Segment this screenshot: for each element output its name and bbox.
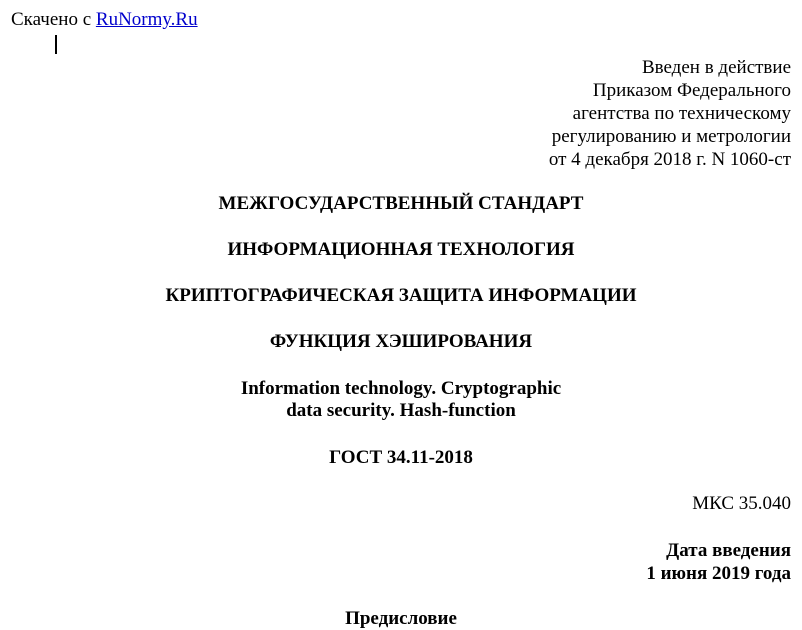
- approval-line: Введен в действие: [641, 57, 791, 78]
- approval-line: от 4 декабря 2018 г. N 1060-ст: [548, 149, 791, 170]
- heading-information-technology: ИНФОРМАЦИОННАЯ ТЕХНОЛОГИЯ: [227, 239, 575, 260]
- effective-date-label: Дата введения: [666, 540, 791, 561]
- classification-code: МКС 35.040: [692, 493, 791, 514]
- approval-block: [549, 56, 791, 171]
- source-line: [11, 9, 198, 31]
- standard-number: ГОСТ 34.11-2018: [329, 447, 473, 468]
- heading-hash-function: ФУНКЦИЯ ХЭШИРОВАНИЯ: [269, 331, 533, 352]
- approval-line: агентства по техническому: [572, 103, 791, 124]
- source-link[interactable]: RuNormy.Ru: [95, 9, 198, 30]
- approval-line: регулированию и метрологии: [551, 126, 791, 147]
- section-title-preface: Предисловие: [345, 608, 457, 629]
- english-title-line-2: data security. Hash-function: [286, 400, 516, 421]
- source-prefix: Скачено с: [11, 9, 96, 30]
- text-cursor: [55, 35, 57, 54]
- effective-date-value: 1 июня 2019 года: [646, 563, 791, 584]
- english-title-line-1: Information technology. Cryptographic: [240, 378, 562, 399]
- heading-interstate-standard: МЕЖГОСУДАРСТВЕННЫЙ СТАНДАРТ: [218, 193, 584, 214]
- heading-crypto-protection: КРИПТОГРАФИЧЕСКАЯ ЗАЩИТА ИНФОРМАЦИИ: [165, 285, 637, 306]
- approval-line: Приказом Федерального: [592, 80, 791, 101]
